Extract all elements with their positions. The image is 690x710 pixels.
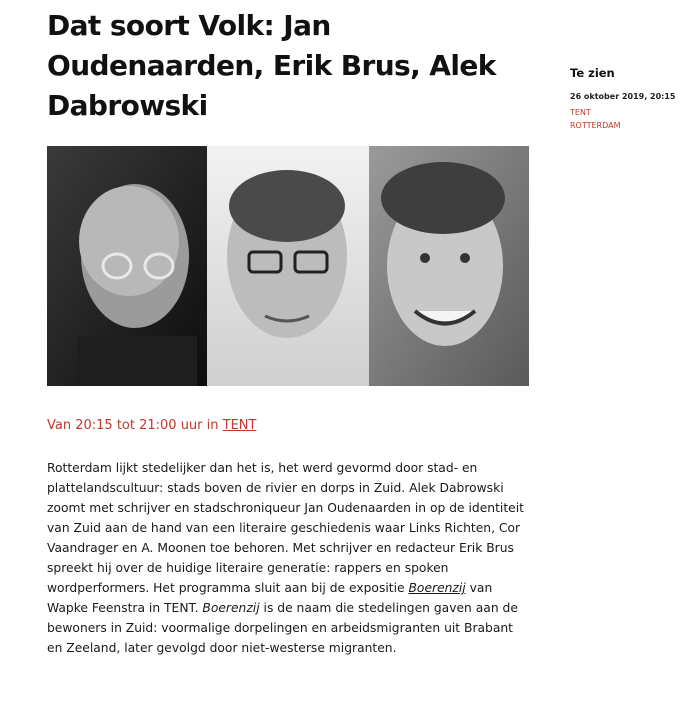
event-date: 26 oktober 2019, 20:15 (570, 92, 676, 101)
body-text-2: van Wapke Feenstra in TENT. (47, 581, 493, 615)
exhibition-link[interactable]: Boerenzij (408, 581, 466, 595)
portrait-photo-illustration (47, 146, 529, 386)
portrait-photo (47, 146, 529, 386)
body-text-1: Rotterdam lijkt stedelijker dan het is, het werd gevormd door stad- en plattelandscultuur: stads boven de rivier en dorps in Zuid. Alek Dabrowski zoomt met schrijver en stadschroniqueur Jan Oudenaarden in op de identiteit van Zuid aan de hand van een literaire geschiedenis waar Links Richten, Cor Vaandrager en A. Moonen toe behoren. Met schrijver en redacteur Erik Brus spreekt hij over de huidige literaire generatie: rappers en spoken wordperformers. Het programma sluit aan bij de expositie (47, 461, 524, 595)
sidebar (570, 66, 685, 132)
sidebar-heading: Te zien (570, 66, 615, 80)
event-time (47, 418, 256, 433)
venue-link[interactable]: TENT (222, 418, 257, 433)
article-body (47, 458, 532, 658)
exhibition-name: Boerenzij (202, 601, 260, 615)
sidebar-link-rotterdam[interactable]: ROTTERDAM (570, 121, 621, 130)
page-title: Dat soort Volk: Jan Oudenaarden, Erik Brus, Alek Dabrowski (47, 9, 496, 122)
event-time-text: Van 20:15 tot 21:00 uur in (47, 418, 219, 433)
sidebar-link-tent[interactable]: TENT (570, 108, 591, 117)
body-text-3: is de naam die stedelingen gaven aan de bewoners in Zuid: voormalige dorpelingen en arbeidsmigranten uit Brabant en Zeeland, later gevolgd door niet-westerse migranten. (47, 601, 518, 655)
